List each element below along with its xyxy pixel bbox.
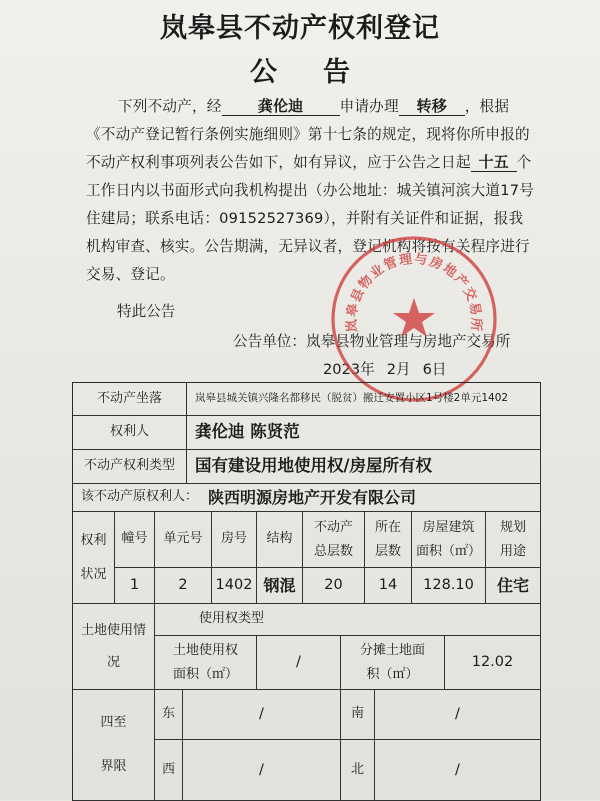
issuer-label: 公告单位： bbox=[233, 333, 306, 350]
objection-days: 十五 bbox=[471, 153, 517, 172]
seal-arc-text: 岚皋县物业管理与房地产交易所 bbox=[344, 251, 484, 333]
west-label: 西 bbox=[155, 740, 183, 801]
land-area-label-1: 土地使用权 bbox=[172, 642, 238, 658]
header-floor-2: 层数 bbox=[374, 543, 401, 559]
body-line1-prefix: 下列不动产，经 bbox=[118, 98, 222, 115]
header-area bbox=[412, 512, 486, 568]
boundary-label-2: 界限 bbox=[100, 759, 127, 774]
header-area-1: 房屋建筑 bbox=[422, 519, 475, 535]
shared-area-label-1: 分摊土地面 bbox=[359, 642, 425, 658]
value-room: 1402 bbox=[212, 568, 257, 604]
notice-subtitle: 公告 bbox=[250, 57, 396, 88]
header-total-floors bbox=[303, 512, 365, 568]
land-use-label bbox=[73, 604, 155, 690]
status-label-line1: 权利 bbox=[80, 532, 107, 548]
location-value: 岚皋县城关镇兴隆名都移民（脱贫）搬迁安置小区1号楼2单元1402 bbox=[187, 383, 541, 416]
status-label bbox=[73, 512, 115, 604]
header-use bbox=[486, 512, 541, 568]
boundary-label-1: 四至 bbox=[100, 715, 127, 730]
former-owner-row bbox=[73, 484, 541, 512]
header-floor bbox=[365, 512, 412, 568]
shared-area-label-2: 积（㎡） bbox=[366, 666, 419, 682]
header-total-floors-1: 不动产 bbox=[313, 519, 353, 535]
seal-star-icon bbox=[393, 298, 435, 337]
former-owner-label: 该不动产原权利人： bbox=[81, 489, 199, 505]
value-floor: 14 bbox=[365, 568, 412, 604]
north-label: 北 bbox=[341, 740, 375, 801]
special-notice: 特此公告 bbox=[117, 303, 176, 320]
use-right-type-label: 使用权类型 bbox=[155, 604, 541, 636]
value-building: 1 bbox=[115, 568, 155, 604]
status-label-line2: 状况 bbox=[80, 566, 107, 582]
north-value: / bbox=[375, 740, 541, 801]
body-line1-mid: 申请办理 bbox=[339, 98, 399, 115]
header-area-2: 面积（㎡） bbox=[415, 543, 481, 559]
applicant-name: 龚伦迪 bbox=[222, 97, 340, 116]
right-type-value: 国有建设用地使用权/房屋所有权 bbox=[187, 450, 541, 484]
header-building: 幢号 bbox=[115, 512, 155, 568]
land-area-label-2: 面积（㎡） bbox=[172, 666, 238, 682]
header-use-1: 规划 bbox=[499, 519, 526, 535]
land-area-label bbox=[155, 636, 257, 690]
body-part2: 《不动产登记暂行条例实施细则》第十七条的规定，现将你所申报的不动产权利事项列表公告如下，如有异议，应于公告之日起 bbox=[86, 126, 530, 171]
date-month: 2月 bbox=[386, 361, 411, 378]
value-unit: 2 bbox=[155, 568, 212, 604]
east-value: / bbox=[183, 690, 341, 740]
land-area-value: / bbox=[257, 636, 341, 690]
land-use-label-1: 土地使用情 bbox=[80, 622, 146, 638]
location-label: 不动产坐落 bbox=[73, 383, 187, 416]
issuer-name: 岚皋县物业管理与房地产交易所 bbox=[305, 333, 511, 350]
former-owner-value: 陕西明源房地产开发有限公司 bbox=[208, 487, 417, 507]
notice-title: 岚皋县不动产权利登记 bbox=[160, 13, 440, 44]
transaction-type: 转移 bbox=[399, 97, 465, 116]
owner-value: 龚伦迪 陈贤范 bbox=[187, 416, 541, 450]
header-structure: 结构 bbox=[257, 512, 303, 568]
header-total-floors-2: 总层数 bbox=[313, 543, 353, 559]
value-use: 住宅 bbox=[486, 568, 541, 604]
date-day: 6日 bbox=[422, 361, 447, 378]
shared-area-label bbox=[341, 636, 445, 690]
date-year: 2023年 bbox=[323, 361, 375, 378]
south-value: / bbox=[375, 690, 541, 740]
value-area: 128.10 bbox=[412, 568, 486, 604]
land-use-label-2: 况 bbox=[106, 654, 120, 670]
shared-area-value: 12.02 bbox=[445, 636, 541, 690]
header-use-2: 用途 bbox=[499, 543, 526, 559]
registration-table bbox=[72, 382, 541, 801]
official-seal bbox=[327, 232, 501, 406]
header-unit: 单元号 bbox=[155, 512, 212, 568]
east-label: 东 bbox=[155, 690, 183, 740]
owner-label: 权利人 bbox=[73, 416, 187, 450]
header-room: 房号 bbox=[212, 512, 257, 568]
value-total-floors: 20 bbox=[303, 568, 365, 604]
body-line1-suffix: ，根据 bbox=[464, 98, 510, 115]
value-structure: 钢混 bbox=[257, 568, 303, 604]
boundary-label bbox=[73, 690, 155, 801]
south-label: 南 bbox=[341, 690, 375, 740]
right-type-label: 不动产权利类型 bbox=[73, 450, 187, 484]
west-value: / bbox=[183, 740, 341, 801]
body-part3: 个工作日内以书面形式向我机构提出（办公地址：城关镇河滨大道17号住建局；联系电话：09152527369），并附有关证件和证据，报我机构审查、核实。公告期满，无异议者，登记机构将按有关程序进行交易、登记。 bbox=[86, 154, 534, 283]
header-floor-1: 所在 bbox=[374, 519, 401, 535]
